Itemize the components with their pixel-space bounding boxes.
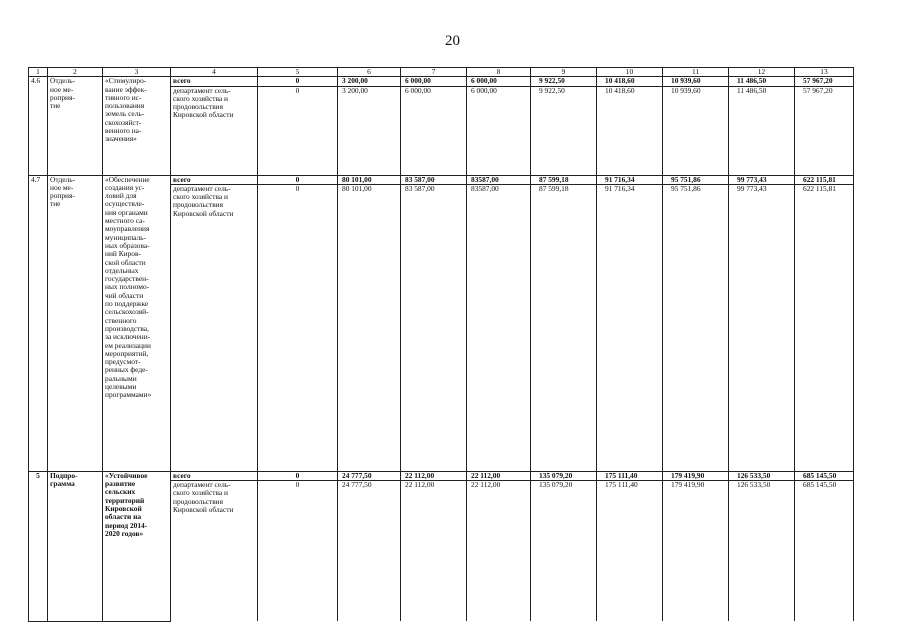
- header-cell: 12: [729, 68, 795, 77]
- row-name: «Стимулиро- вание эффек- тивного ис- пользования земель сель- скохозяйст- венного на- значения»: [103, 77, 171, 175]
- value-cell: 24 777,50: [338, 481, 401, 622]
- value-cell: 11 486,50: [729, 86, 795, 175]
- value-cell: 91 716,34: [597, 175, 663, 184]
- header-cell: 11: [663, 68, 729, 77]
- header-cell: 8: [467, 68, 531, 77]
- value-cell: 11 486,50: [729, 77, 795, 86]
- value-cell: 6 000,00: [401, 77, 467, 86]
- value-cell: 80 101,00: [338, 175, 401, 184]
- value-cell: 99 773,43: [729, 184, 795, 471]
- value-cell: 179 419,90: [663, 481, 729, 622]
- source-dept: департамент сель- ского хозяйства и продовольствия Кировской области: [171, 86, 258, 175]
- value-cell: 135 079,20: [531, 481, 597, 622]
- row-id: 4.6: [29, 77, 48, 175]
- value-cell: 57 967,20: [795, 77, 854, 86]
- header-cell: 13: [795, 68, 854, 77]
- value-cell: 175 111,40: [597, 471, 663, 480]
- value-cell: 3 200,00: [338, 77, 401, 86]
- value-cell: 9 922,50: [531, 86, 597, 175]
- header-cell: 7: [401, 68, 467, 77]
- value-cell: 91 716,34: [597, 184, 663, 471]
- header-cell: 4: [171, 68, 258, 77]
- row-type: Подпро- грамма: [48, 471, 103, 621]
- budget-table: [28, 67, 854, 622]
- value-cell: 685 145,50: [795, 481, 854, 622]
- row-type: Отдель- ное ме- роприя- тие: [48, 77, 103, 175]
- header-cell: 3: [103, 68, 171, 77]
- value-cell: 10 939,60: [663, 86, 729, 175]
- value-cell: 179 419,90: [663, 471, 729, 480]
- value-cell: 0: [258, 77, 338, 86]
- header-cell: 6: [338, 68, 401, 77]
- value-cell: 622 115,81: [795, 175, 854, 184]
- value-cell: 0: [258, 175, 338, 184]
- value-cell: 24 777,50: [338, 471, 401, 480]
- value-cell: 0: [258, 471, 338, 480]
- value-cell: 22 112,00: [467, 471, 531, 480]
- value-cell: 83 587,00: [401, 184, 467, 471]
- value-cell: 135 079,20: [531, 471, 597, 480]
- value-cell: 95 751,86: [663, 184, 729, 471]
- row-id: 5: [29, 471, 48, 621]
- value-cell: 83 587,00: [401, 175, 467, 184]
- page-number: 20: [445, 33, 460, 49]
- value-cell: 95 751,86: [663, 175, 729, 184]
- value-cell: 83587,00: [467, 184, 531, 471]
- value-cell: 80 101,00: [338, 184, 401, 471]
- header-row: [29, 68, 854, 77]
- value-cell: 57 967,20: [795, 86, 854, 175]
- value-cell: 6 000,00: [467, 86, 531, 175]
- value-cell: 126 533,50: [729, 471, 795, 480]
- value-cell: 6 000,00: [467, 77, 531, 86]
- value-cell: 175 111,40: [597, 481, 663, 622]
- row-id: 4.7: [29, 175, 48, 471]
- value-cell: 10 418,60: [597, 86, 663, 175]
- value-cell: 0: [258, 481, 338, 622]
- value-cell: 10 939,60: [663, 77, 729, 86]
- header-cell: 2: [48, 68, 103, 77]
- source-dept: департамент сель- ского хозяйства и продовольствия Кировской области: [171, 184, 258, 471]
- value-cell: 685 145,50: [795, 471, 854, 480]
- value-cell: 83587,00: [467, 175, 531, 184]
- value-cell: 6 000,00: [401, 86, 467, 175]
- header-cell: 5: [258, 68, 338, 77]
- value-cell: 22 112,00: [401, 471, 467, 480]
- table-row: [29, 471, 854, 480]
- source-dept: департамент сель- ского хозяйства и продовольствия Кировской области: [171, 481, 258, 622]
- source-total: всего: [171, 77, 258, 86]
- source-total: всего: [171, 471, 258, 480]
- row-name: «Устойчивое развитие сельских территорий Кировской области на период 2014- 2020 годов»: [103, 471, 171, 621]
- source-total: всего: [171, 175, 258, 184]
- table-row: [29, 77, 854, 86]
- header-cell: 1: [29, 68, 48, 77]
- value-cell: 622 115,81: [795, 184, 854, 471]
- value-cell: 10 418,60: [597, 77, 663, 86]
- value-cell: 22 112,00: [401, 481, 467, 622]
- value-cell: 9 922,50: [531, 77, 597, 86]
- row-name: «Обеспечение создания ус- ловий для осуществле- ния органами местного са- моуправления муниципаль- ных образова- ний Киров- ской области отдельных государствен- ных полномо- чий области по поддержке сельскохозяй- ственного производства, за исключени- ем реализации мероприятий, предусмот- ренных феде- ральными целевыми программами»: [103, 175, 171, 471]
- value-cell: 99 773,43: [729, 175, 795, 184]
- value-cell: 87 599,18: [531, 184, 597, 471]
- header-cell: 9: [531, 68, 597, 77]
- header-cell: 10: [597, 68, 663, 77]
- row-type: Отдель- ное ме- роприя- тие: [48, 175, 103, 471]
- value-cell: 22 112,00: [467, 481, 531, 622]
- value-cell: 0: [258, 184, 338, 471]
- table-row: [29, 175, 854, 184]
- value-cell: 87 599,18: [531, 175, 597, 184]
- value-cell: 0: [258, 86, 338, 175]
- value-cell: 3 200,00: [338, 86, 401, 175]
- value-cell: 126 533,50: [729, 481, 795, 622]
